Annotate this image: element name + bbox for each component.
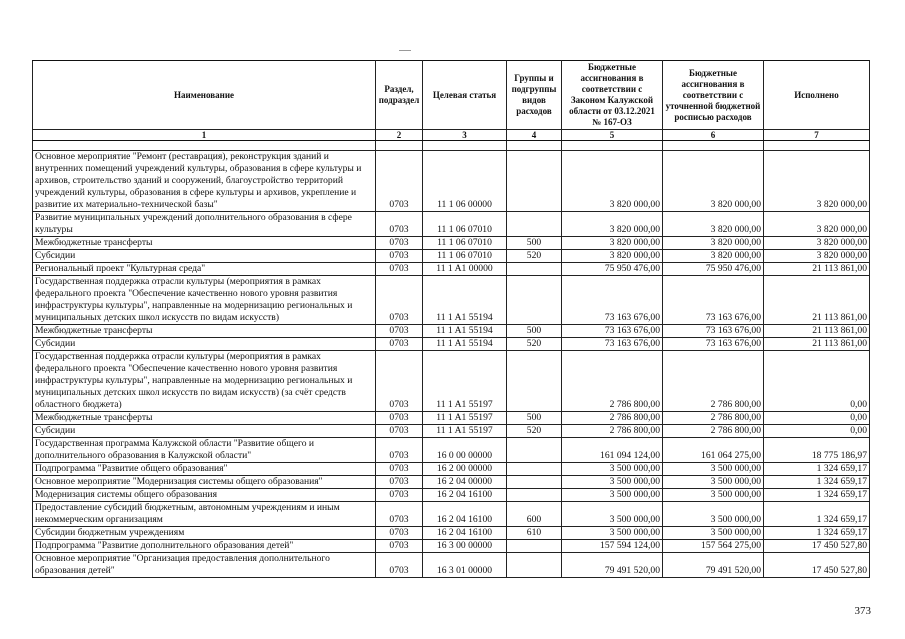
row-law-amount: 2 786 800,00: [562, 351, 663, 412]
row-executed-amount: 1 324 659,17: [764, 502, 870, 527]
table-row: [33, 527, 870, 540]
row-section: 0703: [376, 351, 423, 412]
row-law-amount: 75 950 476,00: [562, 263, 663, 276]
row-target: 16 2 04 16100: [423, 502, 507, 527]
row-revised-amount: 3 820 000,00: [663, 237, 764, 250]
row-law-amount: 73 163 676,00: [562, 338, 663, 351]
table-row: [33, 325, 870, 338]
row-section: 0703: [376, 212, 423, 237]
row-target: 16 2 04 00000: [423, 476, 507, 489]
row-executed-amount: 17 450 527,80: [764, 540, 870, 553]
row-target: 11 1 06 07010: [423, 250, 507, 263]
row-revised-amount: 73 163 676,00: [663, 276, 764, 325]
row-revised-amount: 3 500 000,00: [663, 502, 764, 527]
header-target: Целевая статья: [423, 61, 507, 130]
row-name: Государственная программа Калужской области "Развитие общего и дополнительного образования в Калужской области": [33, 438, 376, 463]
row-law-amount: 3 500 000,00: [562, 502, 663, 527]
row-section: 0703: [376, 553, 423, 578]
row-law-amount: 3 500 000,00: [562, 463, 663, 476]
row-revised-amount: 161 064 275,00: [663, 438, 764, 463]
row-target: 11 1 A1 55197: [423, 351, 507, 412]
header-section: Раздел, подраздел: [376, 61, 423, 130]
row-name: Модернизация системы общего образования: [33, 489, 376, 502]
row-section: 0703: [376, 338, 423, 351]
row-executed-amount: 18 775 186,97: [764, 438, 870, 463]
row-target: 16 2 00 00000: [423, 463, 507, 476]
row-executed-amount: 3 820 000,00: [764, 212, 870, 237]
row-law-amount: 2 786 800,00: [562, 412, 663, 425]
row-target: 11 1 A1 55194: [423, 325, 507, 338]
row-name: Предоставление субсидий бюджетным, автономным учреждениям и иным некоммерческим организациям: [33, 502, 376, 527]
row-group: [507, 151, 562, 212]
spacer-row: [33, 141, 870, 151]
row-revised-amount: 3 500 000,00: [663, 476, 764, 489]
row-revised-amount: 2 786 800,00: [663, 412, 764, 425]
row-group: [507, 463, 562, 476]
table-row: [33, 276, 870, 325]
row-section: 0703: [376, 476, 423, 489]
row-target: 16 2 04 16100: [423, 489, 507, 502]
row-target: 11 1 A1 55194: [423, 338, 507, 351]
row-law-amount: 79 491 520,00: [562, 553, 663, 578]
row-revised-amount: 2 786 800,00: [663, 425, 764, 438]
row-group: [507, 540, 562, 553]
row-target: 11 1 A1 55197: [423, 425, 507, 438]
row-executed-amount: 21 113 861,00: [764, 325, 870, 338]
row-target: 16 2 04 16100: [423, 527, 507, 540]
row-law-amount: 161 094 124,00: [562, 438, 663, 463]
row-target: 11 1 06 07010: [423, 237, 507, 250]
table-row: [33, 412, 870, 425]
row-executed-amount: 0,00: [764, 425, 870, 438]
table-row: [33, 553, 870, 578]
row-group: [507, 489, 562, 502]
row-name: Субсидии: [33, 425, 376, 438]
row-executed-amount: 3 820 000,00: [764, 151, 870, 212]
row-executed-amount: 21 113 861,00: [764, 338, 870, 351]
row-name: Основное мероприятие "Ремонт (реставрация), реконструкция зданий и внутренних помещений учреждений культуры, образования в сфере культуры и архивов, строительство зданий и сооружений, благоустройство территорий учреждений культуры, образования в сфере культуры и архивов, укрепление и развитие их материально-технической базы": [33, 151, 376, 212]
row-target: 11 1 A1 55197: [423, 412, 507, 425]
row-group: 500: [507, 237, 562, 250]
row-law-amount: 3 500 000,00: [562, 489, 663, 502]
table-row: [33, 438, 870, 463]
table-row: [33, 502, 870, 527]
table-row: [33, 263, 870, 276]
row-group: 520: [507, 425, 562, 438]
row-revised-amount: 73 163 676,00: [663, 325, 764, 338]
row-name: Субсидии бюджетным учреждениям: [33, 527, 376, 540]
row-name: Развитие муниципальных учреждений дополнительного образования в сфере культуры: [33, 212, 376, 237]
row-law-amount: 73 163 676,00: [562, 325, 663, 338]
row-law-amount: 3 820 000,00: [562, 151, 663, 212]
row-group: 500: [507, 325, 562, 338]
row-name: Подпрограмма "Развитие дополнительного образования детей": [33, 540, 376, 553]
row-name: Государственная поддержка отрасли культуры (мероприятия в рамках федерального проекта "Обеспечение качественно нового уровня развития инфраструктуры культуры", направленные на модернизацию региональных и муниципальных детских школ искусств по видам искусств): [33, 276, 376, 325]
row-revised-amount: 3 820 000,00: [663, 151, 764, 212]
row-name: Государственная поддержка отрасли культуры (мероприятия в рамках федерального проекта "Обеспечение качественно нового уровня развития инфраструктуры культуры", направленные на модернизацию региональных и муниципальных детских школ искусств по видам искусств) (за счёт средств областного бюджета): [33, 351, 376, 412]
row-law-amount: 2 786 800,00: [562, 425, 663, 438]
row-executed-amount: 1 324 659,17: [764, 489, 870, 502]
row-name: Межбюджетные трансферты: [33, 325, 376, 338]
row-section: 0703: [376, 489, 423, 502]
row-section: 0703: [376, 412, 423, 425]
column-number: 5: [562, 130, 663, 141]
row-target: 11 1 06 00000: [423, 151, 507, 212]
row-name: Межбюджетные трансферты: [33, 412, 376, 425]
row-law-amount: 3 500 000,00: [562, 527, 663, 540]
row-revised-amount: 157 564 275,00: [663, 540, 764, 553]
row-target: 16 3 00 00000: [423, 540, 507, 553]
row-name: Подпрограмма "Развитие общего образования": [33, 463, 376, 476]
row-group: [507, 476, 562, 489]
row-name: Субсидии: [33, 338, 376, 351]
row-section: 0703: [376, 276, 423, 325]
table-row: [33, 476, 870, 489]
row-group: [507, 212, 562, 237]
column-number: 6: [663, 130, 764, 141]
row-name: Региональный проект "Культурная среда": [33, 263, 376, 276]
row-law-amount: 3 820 000,00: [562, 250, 663, 263]
row-section: 0703: [376, 425, 423, 438]
row-law-amount: 3 820 000,00: [562, 212, 663, 237]
table-row: [33, 250, 870, 263]
row-law-amount: 3 820 000,00: [562, 237, 663, 250]
row-section: 0703: [376, 151, 423, 212]
row-section: 0703: [376, 527, 423, 540]
header-col6: Бюджетные ассигнования в соответствии с уточненной бюджетной росписью расходов: [663, 61, 764, 130]
row-executed-amount: 0,00: [764, 351, 870, 412]
row-target: 16 0 00 00000: [423, 438, 507, 463]
table-header-row: [33, 61, 870, 130]
row-name: Основное мероприятие "Модернизация системы общего образования": [33, 476, 376, 489]
row-executed-amount: 3 820 000,00: [764, 250, 870, 263]
header-col7: Исполнено: [764, 61, 870, 130]
table-row: [33, 463, 870, 476]
page-number: 373: [854, 605, 871, 617]
row-section: 0703: [376, 540, 423, 553]
row-group: 520: [507, 338, 562, 351]
column-number-row: [33, 130, 870, 141]
row-revised-amount: 2 786 800,00: [663, 351, 764, 412]
header-col5: Бюджетные ассигнования в соответствии с Законом Калужской области от 03.12.2021 № 167-ОЗ: [562, 61, 663, 130]
row-group: [507, 553, 562, 578]
row-group: 610: [507, 527, 562, 540]
table-row: [33, 540, 870, 553]
table-row: [33, 212, 870, 237]
row-group: [507, 438, 562, 463]
row-executed-amount: 1 324 659,17: [764, 527, 870, 540]
row-section: 0703: [376, 237, 423, 250]
row-revised-amount: 3 500 000,00: [663, 463, 764, 476]
row-revised-amount: 3 820 000,00: [663, 212, 764, 237]
header-name: Наименование: [33, 61, 376, 130]
row-section: 0703: [376, 250, 423, 263]
table-row: [33, 237, 870, 250]
row-group: 520: [507, 250, 562, 263]
table-row: [33, 151, 870, 212]
table-row: [33, 351, 870, 412]
row-executed-amount: 1 324 659,17: [764, 476, 870, 489]
row-target: 11 1 A1 00000: [423, 263, 507, 276]
row-revised-amount: 75 950 476,00: [663, 263, 764, 276]
row-executed-amount: 3 820 000,00: [764, 237, 870, 250]
header-dash: [399, 50, 411, 51]
row-group: 600: [507, 502, 562, 527]
row-target: 11 1 06 07010: [423, 212, 507, 237]
table-row: [33, 338, 870, 351]
row-target: 11 1 A1 55194: [423, 276, 507, 325]
row-section: 0703: [376, 502, 423, 527]
row-revised-amount: 3 500 000,00: [663, 489, 764, 502]
column-number: 4: [507, 130, 562, 141]
row-law-amount: 3 500 000,00: [562, 476, 663, 489]
row-name: Межбюджетные трансферты: [33, 237, 376, 250]
row-name: Основное мероприятие "Организация предоставления дополнительного образования детей": [33, 553, 376, 578]
column-number: 1: [33, 130, 376, 141]
budget-table: [32, 60, 870, 578]
table-row: [33, 489, 870, 502]
row-revised-amount: 79 491 520,00: [663, 553, 764, 578]
row-group: [507, 263, 562, 276]
row-target: 16 3 01 00000: [423, 553, 507, 578]
row-executed-amount: 0,00: [764, 412, 870, 425]
column-number: 7: [764, 130, 870, 141]
table-row: [33, 425, 870, 438]
row-law-amount: 157 594 124,00: [562, 540, 663, 553]
row-law-amount: 73 163 676,00: [562, 276, 663, 325]
header-groups: Группы и подгруппы видов расходов: [507, 61, 562, 130]
row-revised-amount: 73 163 676,00: [663, 338, 764, 351]
row-revised-amount: 3 820 000,00: [663, 250, 764, 263]
row-group: 500: [507, 412, 562, 425]
row-group: [507, 276, 562, 325]
row-name: Субсидии: [33, 250, 376, 263]
row-section: 0703: [376, 438, 423, 463]
column-number: 3: [423, 130, 507, 141]
row-executed-amount: 1 324 659,17: [764, 463, 870, 476]
row-executed-amount: 21 113 861,00: [764, 276, 870, 325]
row-executed-amount: 21 113 861,00: [764, 263, 870, 276]
column-number: 2: [376, 130, 423, 141]
row-section: 0703: [376, 325, 423, 338]
row-section: 0703: [376, 463, 423, 476]
row-executed-amount: 17 450 527,80: [764, 553, 870, 578]
row-group: [507, 351, 562, 412]
row-revised-amount: 3 500 000,00: [663, 527, 764, 540]
row-section: 0703: [376, 263, 423, 276]
